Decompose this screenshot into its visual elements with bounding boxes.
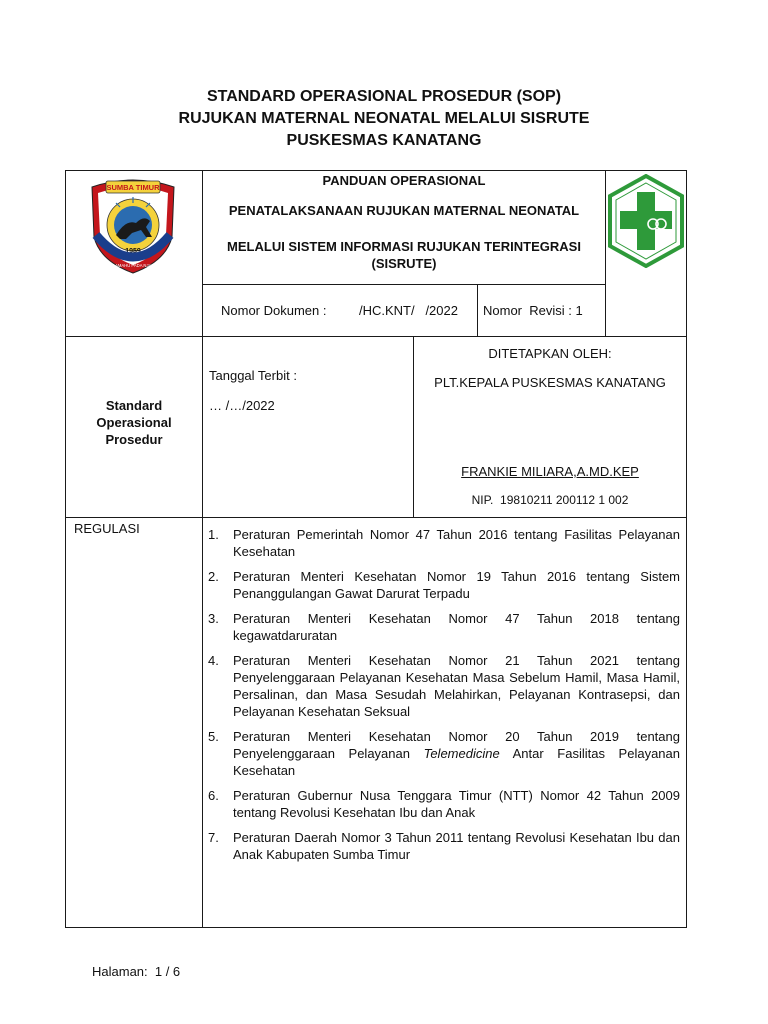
nip: NIP. 19810211 200112 1 002: [471, 493, 629, 507]
ditetapkan-oleh: DITETAPKAN OLEH:: [488, 346, 612, 361]
regulasi-item: [208, 829, 680, 863]
table-border-bottom: [65, 927, 687, 928]
regulasi-list: [208, 526, 680, 871]
panduan-operasional: PANDUAN OPERASIONAL: [322, 173, 486, 188]
regulasi-item-number: 4.: [208, 653, 219, 668]
regulasi-item-text: Peraturan Menteri Kesehatan Nomor 19 Tahun 2016 tentang Sistem Penanggulangan Gawat Darurat Terpadu: [233, 569, 680, 601]
table-border-top: [65, 170, 687, 171]
tanggal-terbit-label: Tanggal Terbit :: [209, 368, 297, 383]
regulasi-label: REGULASI: [74, 521, 140, 536]
sop-label-line-3: Prosedur: [105, 432, 163, 447]
regulasi-item-text: Peraturan Pemerintah Nomor 47 Tahun 2016 tentang Fasilitas Pelayanan Kesehatan: [233, 527, 680, 559]
table-divider-sop-left: [202, 336, 203, 518]
document-title: [0, 86, 768, 152]
tanggal-terbit-value: … /…/2022: [209, 398, 275, 413]
emblem-year: 1959: [125, 248, 141, 255]
nomor-revisi: Nomor Revisi : 1: [483, 303, 583, 318]
table-divider-revisi: [477, 284, 478, 337]
regulasi-item-text-after: Antar Fasilitas Pelayanan Kesehatan: [233, 746, 680, 778]
regulasi-item: [208, 568, 680, 602]
emblem-motto: MATAWAI AMAHU PADA NJARA HAMU: [95, 263, 171, 268]
nomor-dokumen-value: /HC.KNT/ /2022: [359, 303, 458, 318]
table-divider-logo-left: [202, 170, 203, 337]
regulasi-item-number: 7.: [208, 830, 219, 845]
table-divider-regulasi: [202, 517, 203, 928]
table-divider-title-bottom: [202, 284, 606, 285]
table-divider-logo-right: [605, 170, 606, 337]
nomor-dokumen-label: Nomor Dokumen :: [221, 303, 327, 318]
regulasi-item-text: Peraturan Menteri Kesehatan Nomor 47 Tahun 2018 tentang kegawatdaruratan: [233, 611, 680, 643]
sop-label-line-2: Operasional: [96, 415, 172, 430]
regulasi-item-text-before: Peraturan Menteri Kesehatan Nomor 20 Tahun 2019 tentang Penyelenggaraan Pelayanan: [233, 729, 680, 761]
regulasi-item: [208, 652, 680, 720]
regulasi-item: [208, 610, 680, 644]
table-divider-sop-bottom: [65, 517, 687, 518]
table-divider-sop-middle: [413, 336, 414, 518]
regulasi-item: [208, 787, 680, 821]
puskesmas-logo: [608, 174, 684, 268]
emblem-text-top: SUMBA TIMUR: [106, 183, 160, 192]
nama-penandatangan: FRANKIE MILIARA,A.MD.KEP: [461, 464, 639, 479]
page-number: Halaman: 1 / 6: [92, 964, 181, 979]
regulasi-item-text: Peraturan Gubernur Nusa Tenggara Timur (NTT) Nomor 42 Tahun 2009 tentang Revolusi Kesehatan Ibu dan Anak: [233, 788, 680, 820]
regulasi-item-text-italic: Telemedicine: [423, 746, 500, 761]
regulasi-item: [208, 728, 680, 779]
regulasi-item-text: Peraturan Daerah Nomor 3 Tahun 2011 tentang Revolusi Kesehatan Ibu dan Anak Kabupaten Sumba Timur: [233, 830, 680, 862]
table-border-left: [65, 170, 66, 928]
table-border-right: [686, 170, 687, 928]
sop-label: [67, 397, 201, 448]
regulasi-item-text: Peraturan Menteri Kesehatan Nomor 21 Tahun 2021 tentang Penyelenggaraan Pelayanan Kesehatan Masa Sebelum Hamil, Masa Hamil, Persalinan, dan Masa Sesudah Melahirkan, Pelayanan Kontrasepsi, dan Pelayanan Kesehatan Seksual: [233, 653, 680, 719]
judul-line-2: MELALUI SISTEM INFORMASI RUJUKAN TERINTEGRASI: [227, 239, 581, 254]
table-divider-header-bottom: [65, 336, 687, 337]
regulasi-item-number: 5.: [208, 729, 219, 744]
regulasi-item-number: 1.: [208, 527, 219, 542]
title-line-2: RUJUKAN MATERNAL NEONATAL MELALUI SISRUTE: [178, 110, 590, 127]
regulasi-item-number: 3.: [208, 611, 219, 626]
judul-line-1: PENATALAKSANAAN RUJUKAN MATERNAL NEONATAL: [228, 203, 580, 218]
jabatan: PLT.KEPALA PUSKESMAS KANATANG: [434, 375, 666, 390]
title-line-3: PUSKESMAS KANATANG: [286, 132, 482, 149]
judul-line-3: (SISRUTE): [371, 256, 437, 271]
sumba-timur-emblem: [86, 175, 180, 275]
regulasi-item-number: 2.: [208, 569, 219, 584]
regulasi-item: [208, 526, 680, 560]
sop-label-line-1: Standard: [105, 398, 163, 413]
regulasi-item-number: 6.: [208, 788, 219, 803]
title-line-1: STANDARD OPERASIONAL PROSEDUR (SOP): [206, 88, 562, 105]
